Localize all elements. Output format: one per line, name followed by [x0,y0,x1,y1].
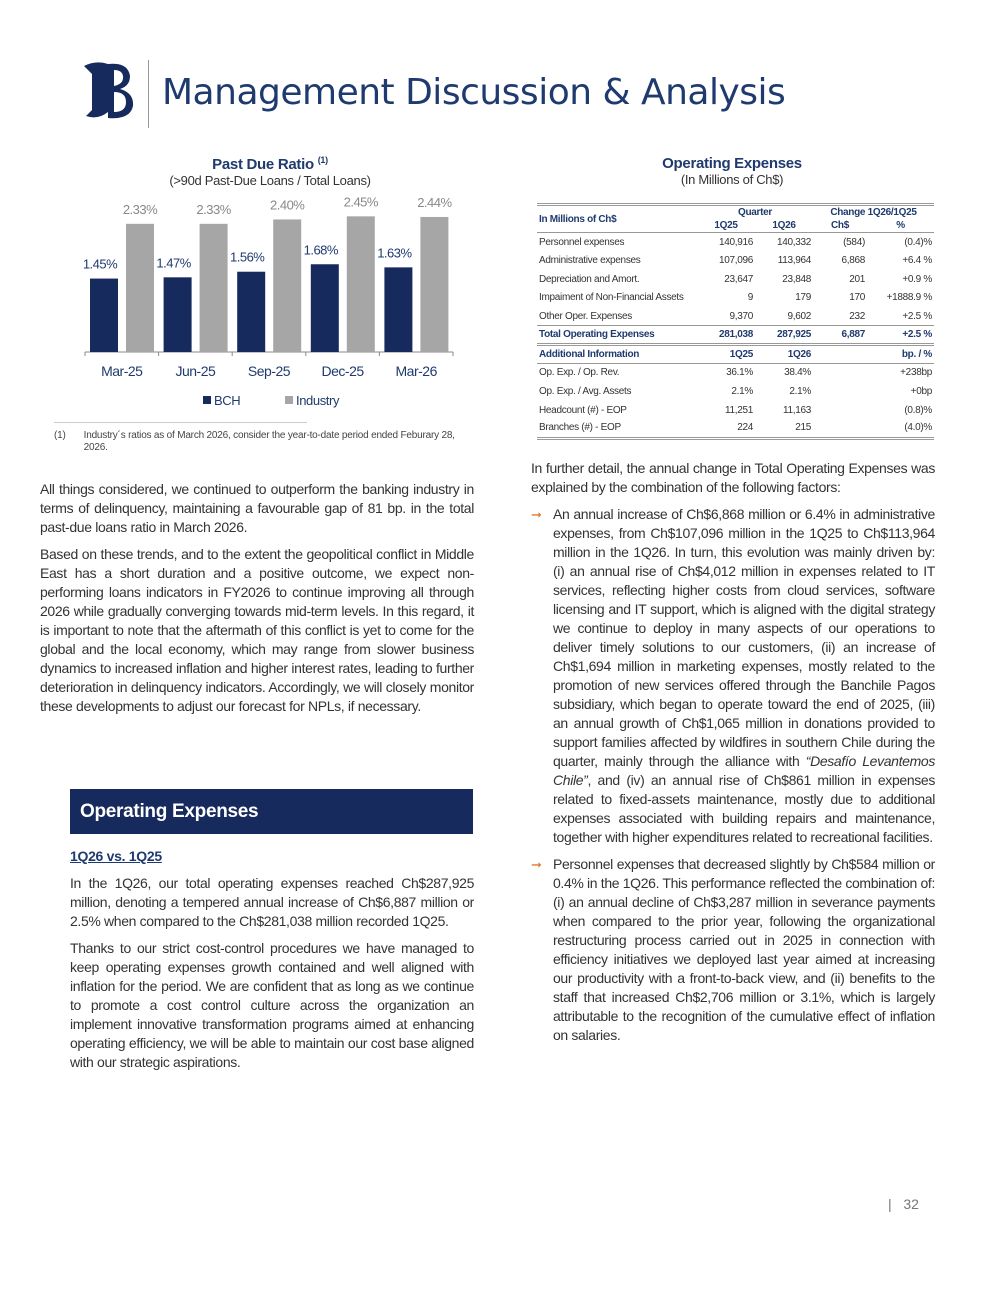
table-row [537,307,934,326]
subheading: 1Q26 vs. 1Q25 [70,848,162,864]
footnote-mark: (1) [54,430,66,441]
table-cell: 170 [849,292,865,304]
column-header: 1Q25 [697,219,755,233]
table-cell: +1888.9 % [886,292,932,304]
table-total-row [537,326,934,345]
header-divider [148,60,149,128]
data-label: 1.56% [230,249,265,265]
paragraph: Thanks to our strict cost-control procedures we have managed to keep operating expenses growth contained and well aligned with inflation for the period. We are confident that as long as we continue to promote a cost control culture across the organization an implement innovative transformation programs aimed at enhancing operating efficiency, we will be able to maintain our cost base aligned with our strategic aspirations. [70,940,474,1070]
table-cell: 11,163 [782,404,811,416]
table-cell: 113,964 [777,255,811,267]
row-label: Depreciation and Amort. [539,273,640,285]
table-cell: 1Q26 [755,345,813,364]
row-label: Other Oper. Expenses [539,310,632,322]
table-cell: 215 [755,419,813,438]
row-label: Total Operating Expenses [537,326,697,345]
table-cell: 9,602 [787,310,811,322]
chart-title [60,155,480,173]
table-title: Operating Expenses [662,155,802,172]
column-header: % [867,219,934,233]
row-label: Personnel expenses [539,236,625,248]
bullet-item [531,505,935,847]
operating-expenses-table [537,203,934,440]
bar-bch [384,267,412,352]
additional-info-header [537,345,934,364]
page-title: Management Discussion & Analysis [162,72,786,113]
page-number [888,1196,919,1212]
table-cell: 6,868 [841,255,865,267]
table-cell: +2.5 % [902,310,932,322]
table-cell: 140,916 [718,236,753,248]
table-cell: +238bp [900,367,932,379]
table-cell: (0.8)% [904,404,932,416]
legend-swatch [285,396,293,404]
x-tick-label: Dec-25 [321,363,364,379]
data-label: 1.63% [377,245,412,261]
chart-header [60,155,480,188]
bar-bch [90,279,118,352]
footnote-text: Industry´s ratios as of March 2026, consider the year-to-date period ended Feburary 28, 2026. [83,430,455,453]
group-quarter: Quarter [697,205,813,219]
table-cell: (584) [843,236,865,248]
data-label: 2.45% [343,195,378,210]
paragraph: In the 1Q26, our total operating expenses reached Ch$287,925 million, denoting a tempered annual increase of Ch$6,887 million or 2.5% when compared to the Ch$281,038 million recorded 1Q25. [70,875,474,929]
table-cell: 9 [747,292,753,304]
table-cell [813,345,867,364]
data-label: 1.47% [156,255,191,271]
legend-label: BCH [214,393,241,408]
table-cell: +0bp [910,385,932,397]
arrow-right-icon: ➞ [531,507,542,522]
row-label: Additional Information [537,345,697,364]
past-due-ratio-chart [60,195,480,415]
table-cell: 9,370 [729,310,753,322]
bar-bch [311,264,339,352]
chart-title-text: Past Due Ratio [212,156,314,173]
table-cell: 11,251 [724,404,753,416]
x-tick-label: Jun-25 [175,363,216,379]
table-cell: 2.1% [731,385,753,397]
row-label: Impaiment of Non-Financial Assets [539,292,684,304]
table-cell: 36.1% [726,367,753,379]
table-cell: 23,647 [724,273,753,285]
section-banner: Operating Expenses [70,789,473,834]
table-row [537,289,934,308]
bullet-text: An annual increase of Ch$6,868 million or 6.4% in administrative expenses, from Ch$107,096 million in the 1Q25 to Ch$113,964 million in the 1Q26. In turn, this evolution was mainly driven by: (i) an annual rise of Ch$4,012 million in expenses related to IT services, reflecting higher costs from cloud services, software licensing and IT support, which is aligned with the digital strategy we continue to deploy in many aspects of our operations to deliver timely solutions to our customers, (ii) an increase of Ch$1,694 million in marketing expenses, mostly related to the promotion of new services offered through the Banchile Pagos subsidiary, which began to operate toward the end of 2025, (iii) an annual growth of Ch$1,065 million in donations provided to support families affected by wildfires in southern Chile during the quarter, mainly through the alliance with [553,506,935,769]
bar-bch [164,277,192,352]
table-cell: 2.1% [789,385,811,397]
x-tick-label: Mar-26 [395,363,437,379]
bar-industry [200,224,228,352]
data-label: 2.33% [196,201,231,217]
right-text [531,459,935,1053]
chart-subtitle: (>90d Past-Due Loans / Total Loans) [169,173,371,188]
table-row [537,382,934,401]
table-cell: (0.4)% [904,236,932,248]
column-header: 1Q26 [755,219,813,233]
left-text-2 [70,874,474,1080]
table-cell: 23,848 [782,273,811,285]
table-cell: +2.5 % [867,326,934,345]
bar-industry [347,216,375,352]
row-label: Headcount (#) - EOP [539,404,627,416]
table-row [537,270,934,289]
x-tick-label: Mar-25 [101,363,143,379]
table-cell [813,419,867,438]
table-cell: 179 [795,292,811,304]
bullet-item [531,855,935,1045]
group-change: Change 1Q26/1Q25 [813,205,934,219]
paragraph: Based on these trends, and to the extent the geopolitical conflict in Middle East has a short duration and a positive outcome, we expect non-performing loans indicators in FY2026 to continue improving all through 2026 while gradually converging towards mid-term levels. In this regard, it is important to note that the aftermath of this conflict is yet to come for the global and the local economy, which may range from slower business dynamics to increased inflation and higher interest rates, leading to further deterioration in delinquency indicators. Accordingly, we will closely monitor these developments to adjust our forecast for NPLs, if necessary. [40,546,474,714]
table-cell: 107,096 [718,255,753,267]
data-label: 2.33% [122,201,158,217]
table-row [537,363,934,382]
row-label: Op. Exp. / Avg. Assets [539,385,632,397]
legend-swatch [203,396,211,404]
row-label: Administrative expenses [539,255,641,267]
bar-industry [126,224,154,352]
legend-label: Industry [296,393,340,408]
page-number-value: 32 [903,1196,919,1212]
page-separator: | [888,1196,892,1212]
table-cell [813,363,867,382]
footnote [54,430,474,454]
table-cell [813,401,867,420]
table-cell: +0.9 % [902,273,932,285]
table-cell: 224 [697,419,755,438]
left-text [40,480,474,724]
table-cell [813,382,867,401]
paragraph: All things considered, we continued to outperform the banking industry in terms of delinquency, maintaining a favourable gap of 81 bp. in the total past-due loans ratio in March 2026. [40,481,474,535]
table-subtitle: (In Millions of Ch$) [680,172,784,187]
table-cell: 1Q25 [697,345,755,364]
data-label: 2.44% [417,195,452,210]
table-cell: 232 [849,310,865,322]
bank-logo [78,60,136,122]
table-group-header [537,205,934,219]
table-cell: 201 [849,273,865,285]
paragraph: In further detail, the annual change in Total Operating Expenses was explained by the combination of the following factors: [531,460,935,495]
row-label: Op. Exp. / Op. Rev. [539,367,620,379]
table-cell: (4.0)% [867,419,934,438]
data-label: 2.40% [270,197,305,213]
row-label: Branches (#) - EOP [537,419,697,438]
table-cell: bp. / % [867,345,934,364]
table-cell: 6,887 [813,326,867,345]
data-label: 1.45% [82,256,118,272]
table-corner: In Millions of Ch$ [537,205,697,233]
data-label: 1.68% [303,242,338,258]
arrow-right-icon: ➞ [531,857,542,872]
table-header [530,155,934,187]
table-cell: 38.4% [784,367,811,379]
bar-industry [420,217,448,352]
bar-industry [273,219,301,352]
table-cell: 140,332 [776,236,811,248]
table-row [537,233,934,252]
column-header: Ch$ [813,219,867,233]
table-cell: +6.4 % [902,255,932,267]
table-cell: 287,925 [755,326,813,345]
table-row [537,419,934,438]
chart-title-note: (1) [317,155,328,165]
table-row [537,401,934,420]
bullet-text: Personnel expenses that decreased slightly by Ch$584 million or 0.4% in the 1Q26. This performance reflected the combination of: (i) an annual decline of Ch$3,287 million in severance payments when compared to the prior year, following the organizational restructuring process carried out in 2025 in connection with efficiency initiatives we deployed last year aimed at increasing our productivity with a front-to-back view, and (ii) benefits to the staff that increased Ch$2,706 million or 3.1%, which is largely attributable to the recognition of the cumulative effect of inflation on salaries. [553,856,936,1043]
table-row [537,251,934,270]
bullet-text: , and (iv) an annual rise of Ch$861 million in expenses related to fixed-assets maintenance, mostly due to additional expenses associated with building repairs and maintenance, together with higher expenditures related to recreational facilities. [553,772,935,845]
bar-bch [237,272,265,352]
table-cell: 281,038 [697,326,755,345]
bullet-emphasis: “Desafío Levantemos Chile” [553,753,935,788]
footnote-divider [54,422,307,423]
x-tick-label: Sep-25 [247,363,291,379]
